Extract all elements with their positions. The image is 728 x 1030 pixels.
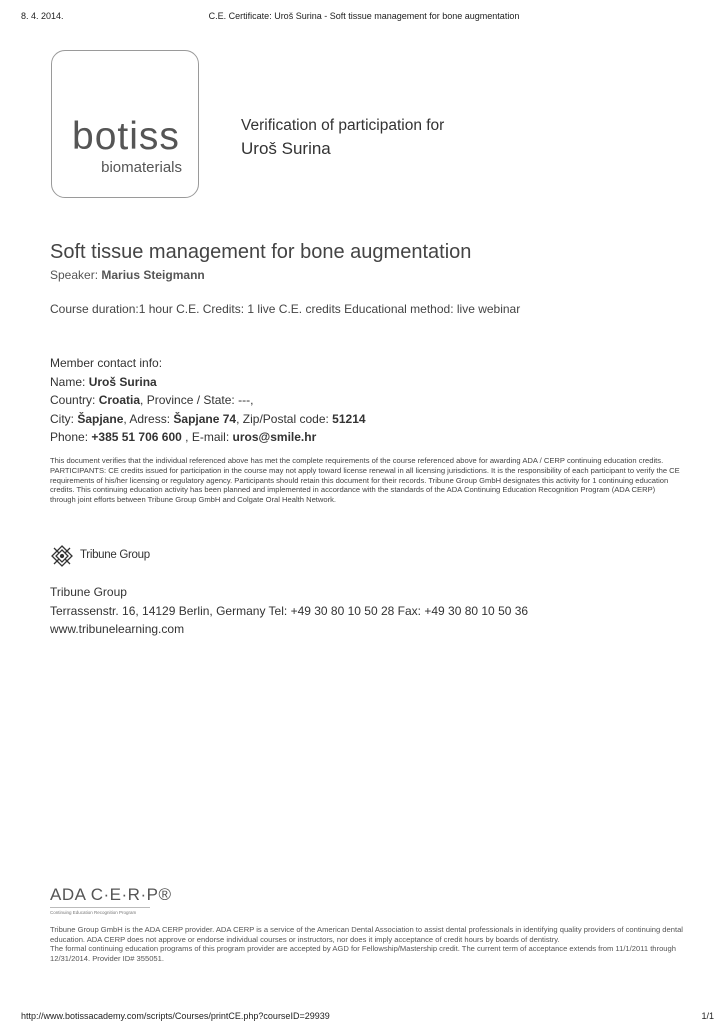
tribune-name: Tribune Group: [50, 585, 127, 599]
province-text: , Province / State: ---,: [140, 393, 254, 407]
participant-name: Uroš Surina: [241, 139, 331, 158]
zip-value: 51214: [332, 411, 366, 426]
course-info: Course duration:1 hour C.E. Credits: 1 live C.E. credits Educational method: live webinar: [50, 302, 521, 316]
ada-logo-rule: [50, 907, 150, 908]
name-value: Uroš Surina: [88, 374, 157, 389]
member-address-line: [50, 410, 366, 429]
page-number: 1/1: [701, 1011, 714, 1021]
tribune-website[interactable]: www.tribunelearning.com: [50, 622, 185, 636]
member-heading: Member contact info:: [50, 356, 163, 370]
botiss-logo: [51, 50, 199, 198]
logo-subtitle: biomaterials: [101, 159, 182, 176]
ada-statement-1: Tribune Group GmbH is the ADA CERP provider. ADA CERP is a service of the American Dental Association to assist dental professionals in identifying quality providers of continuing dental education. ADA CERP does not approve or endorse individual courses or instructors, nor does it imply acceptance of credit hours by boards of dentistry.: [50, 925, 683, 944]
tribune-address: Terrassenstr. 16, 14129 Berlin, Germany Tel: +49 30 80 10 50 28 Fax: +49 30 80 10 50 36: [50, 603, 529, 618]
email-value: uros@smile.hr: [232, 430, 317, 444]
ada-cerp-wordmark: ADA C·E·R·P®: [50, 885, 172, 904]
zip-label: , Zip/Postal code:: [236, 411, 329, 426]
logo-wordmark: botiss: [72, 115, 180, 158]
name-label: Name:: [50, 374, 86, 389]
speaker-line: [50, 268, 205, 282]
country-value: Croatia: [98, 393, 141, 407]
course-title: Soft tissue management for bone augmentation: [50, 241, 472, 263]
phone-label: Phone:: [50, 430, 89, 444]
email-label: , E-mail:: [185, 430, 230, 444]
city-label: City:: [50, 411, 74, 426]
print-url: http://www.botissacademy.com/scripts/Courses/printCE.php?courseID=29939: [21, 1011, 330, 1021]
tribune-group-logo-label: Tribune Group: [80, 549, 150, 561]
tribune-group-logo-icon: [50, 544, 74, 568]
ada-cerp-logo: [50, 885, 171, 915]
member-country-line: [50, 391, 366, 410]
ada-cerp-tagline: Continuing Education Recognition Program: [50, 910, 137, 915]
print-date: 8. 4. 2014.: [21, 11, 64, 21]
certificate-disclaimer: This document verifies that the individual referenced above has met the complete requirements of the course referenced above for awarding ADA / CERP continuing education credits. PARTICIPANTS: CE credits issued for participation in the course may not apply toward license renewal in all licensing jurisdictions. It is the responsibility of each participant to verify the CE requirements of his/her licensing or regulatory agency. Participants should retain this document for their records. Tribune Group GmbH designates this activity for 1 continuing education credits. This continuing education activity has been planned and implemented in accordance with the standards of the ADA Continuing Education Recognition Program (ADA CERP) through joint efforts between Tribune Group GmbH and Colgate Oral Health Network.: [50, 456, 680, 505]
city-value: Šapjane: [77, 411, 124, 426]
member-name-line: [50, 373, 366, 392]
country-label: Country:: [50, 393, 96, 407]
verification-label: Verification of participation for: [241, 117, 445, 134]
adress-label: , Adress:: [123, 411, 171, 426]
speaker-label: Speaker:: [50, 268, 99, 282]
tribune-contact: [50, 583, 528, 639]
adress-value: Šapjane 74: [173, 411, 237, 426]
print-title: C.E. Certificate: Uroš Surina - Soft tissue management for bone augmentation: [208, 11, 520, 21]
member-phone-line: [50, 428, 366, 447]
phone-value: +385 51 706 600: [91, 430, 182, 444]
member-contact-info: [50, 354, 366, 447]
speaker-name: Marius Steigmann: [101, 268, 205, 282]
ada-statement-2: The formal continuing education programs of this program provider are accepted by AGD for Fellowship/Mastership credit. The current term of acceptance extends from 11/1/2011 through 12/31/2014. Provider ID# 355051.: [50, 944, 676, 963]
ada-cerp-statement: [50, 925, 690, 963]
